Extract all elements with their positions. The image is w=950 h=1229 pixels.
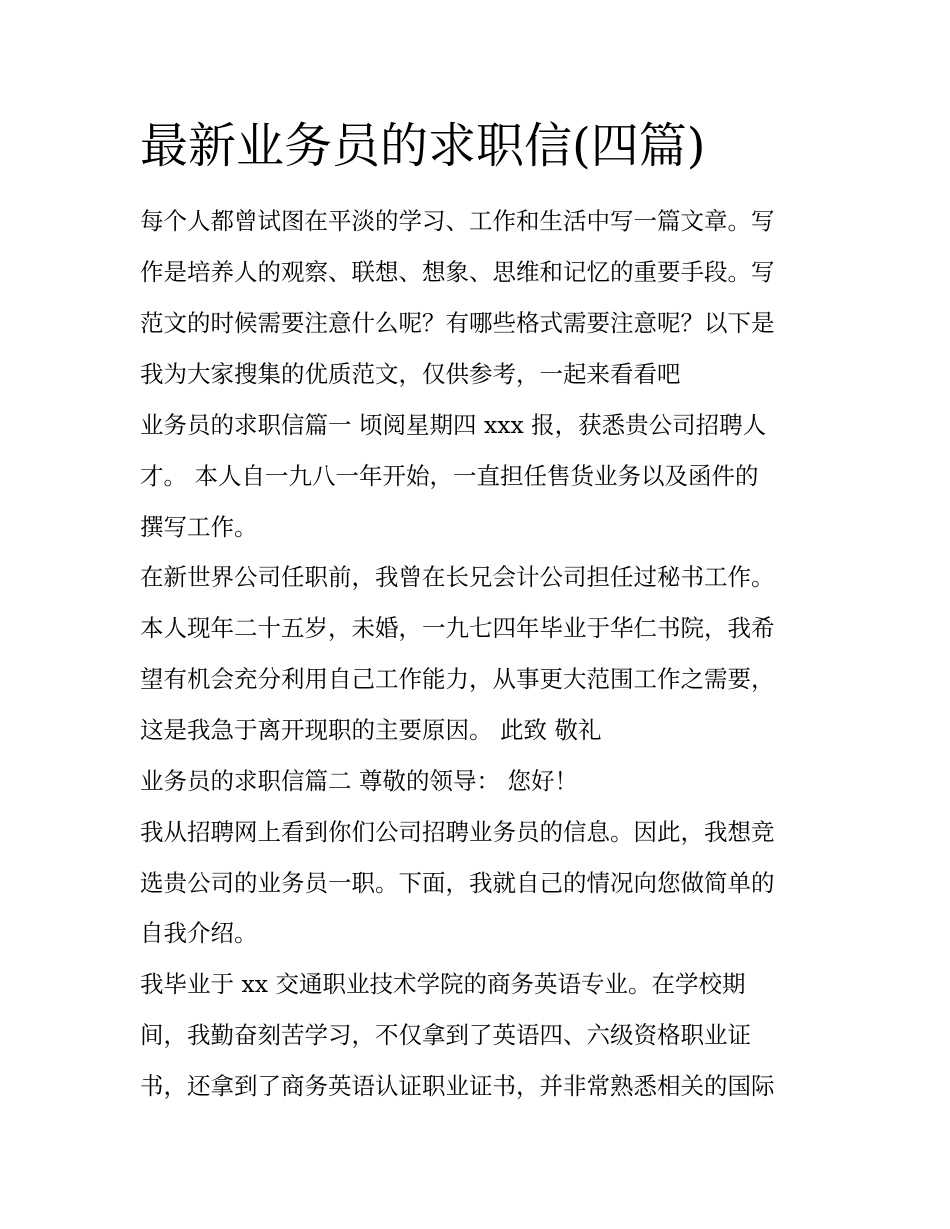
paragraph-line: 在新世界公司任职前，我曾在长兄会计公司担任过秘书工作。 bbox=[140, 563, 775, 591]
paragraph-line: 望有机会充分利用自己工作能力，从事更大范围工作之需要， bbox=[140, 665, 775, 693]
document-title: 最新业务员的求职信(四篇) bbox=[140, 118, 706, 174]
paragraph-line: 这是我急于离开现职的主要原因。 此致 敬礼 bbox=[140, 716, 602, 744]
paragraph-line: 范文的时候需要注意什么呢？有哪些格式需要注意呢？以下是 bbox=[140, 309, 775, 337]
paragraph-line: 我从招聘网上看到你们公司招聘业务员的信息。因此，我想竞 bbox=[140, 818, 775, 846]
paragraph-line: 撰写工作。 bbox=[140, 513, 258, 541]
paragraph-line: 间，我勤奋刻苦学习，不仅拿到了英语四、六级资格职业证 bbox=[140, 1021, 751, 1049]
paragraph-line: 我毕业于 xx 交通职业技术学院的商务英语专业。在学校期 bbox=[140, 970, 746, 998]
paragraph-line: 才。 本人自一九八一年开始，一直担任售货业务以及函件的 bbox=[140, 462, 759, 490]
paragraph-line: 书，还拿到了商务英语认证职业证书，并非常熟悉相关的国际 bbox=[140, 1072, 775, 1100]
paragraph-line: 业务员的求职信篇一 顷阅星期四 xxx 报，获悉贵公司招聘人 bbox=[140, 411, 767, 439]
paragraph-line: 选贵公司的业务员一职。下面，我就自己的情况向您做简单的 bbox=[140, 869, 775, 897]
paragraph-line: 本人现年二十五岁，未婚，一九七四年毕业于华仁书院，我希 bbox=[140, 614, 775, 642]
paragraph-line: 作是培养人的观察、联想、想象、思维和记忆的重要手段。写 bbox=[140, 258, 775, 286]
paragraph-line: 我为大家搜集的优质范文，仅供参考，一起来看看吧 bbox=[140, 360, 681, 388]
paragraph-line: 业务员的求职信篇二 尊敬的领导： 您好！ bbox=[140, 767, 578, 795]
paragraph-line: 每个人都曾试图在平淡的学习、工作和生活中写一篇文章。写 bbox=[140, 207, 775, 235]
paragraph-line: 自我介绍。 bbox=[140, 919, 258, 947]
